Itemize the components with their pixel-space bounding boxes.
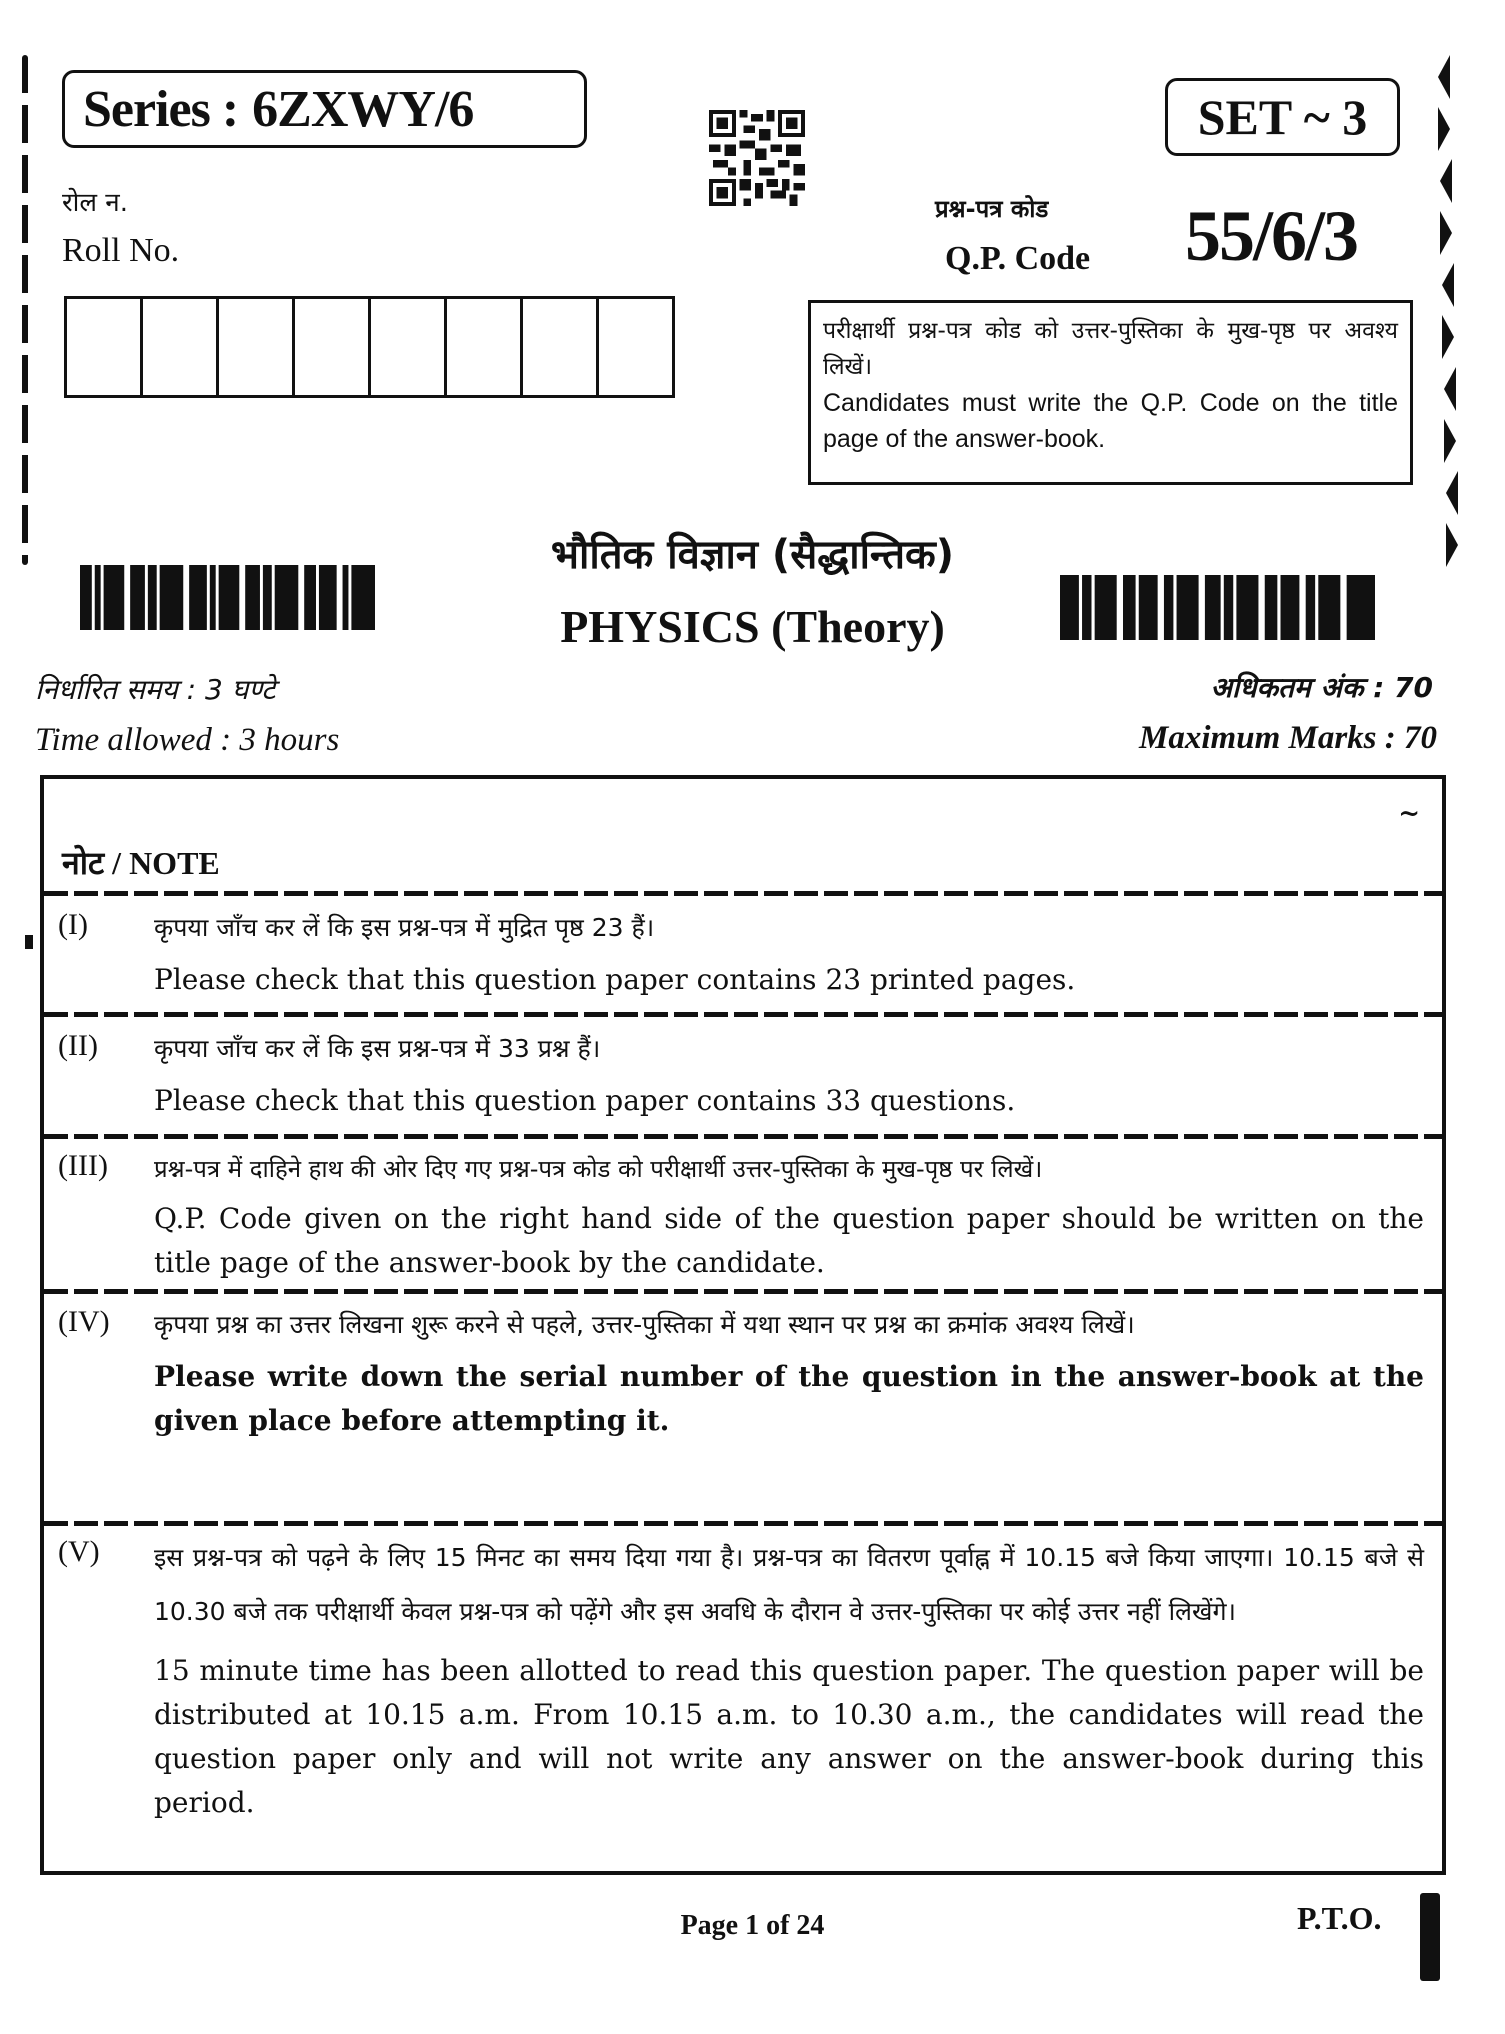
divider xyxy=(44,1289,1442,1294)
corner-mark: ~ xyxy=(1398,799,1420,829)
section-text-hindi: कृपया जाँच कर लें कि इस प्रश्न-पत्र में मुद्रित पृष्ठ 23 हैं। xyxy=(154,913,655,942)
right-cut-line xyxy=(1436,55,1458,555)
roll-label: Roll No. xyxy=(62,232,180,269)
roll-digit-box[interactable] xyxy=(295,299,371,395)
scan-mark xyxy=(25,935,33,949)
section-number: (I) xyxy=(58,908,88,941)
section-text-english: Please check that this question paper contains 33 questions. xyxy=(154,1084,1016,1117)
roll-digit-box[interactable] xyxy=(447,299,523,395)
qp-code-value: 55/6/3 xyxy=(1185,196,1358,276)
section-text-english: Q.P. Code given on the right hand side of the question paper should be written on the title page of the answer-book by the candidate. xyxy=(154,1202,1424,1279)
roll-label-hindi: रोल न. xyxy=(62,188,128,218)
qr-code-icon xyxy=(708,110,806,206)
divider xyxy=(44,891,1442,896)
page-marker-bar xyxy=(1420,1893,1440,1981)
candidate-instruction-english: Candidates must write the Q.P. Code on the title page of the answer-book. xyxy=(823,389,1398,453)
divider xyxy=(44,1012,1442,1017)
note-heading: नोट / NOTE xyxy=(62,845,220,881)
candidate-instruction-box xyxy=(808,300,1413,485)
please-turn-over: P.T.O. xyxy=(1297,1900,1382,1936)
qp-code-label-hindi: प्रश्न-पत्र कोड xyxy=(935,195,1049,223)
section-number: (II) xyxy=(58,1029,98,1062)
series-value: 6ZXWY/6 xyxy=(252,80,474,138)
section-number: (III) xyxy=(58,1149,108,1182)
section-text-english: Please write down the serial number of the question in the answer-book at the given place before attempting it. xyxy=(154,1360,1424,1437)
note-box xyxy=(40,775,1446,1875)
time-allowed: Time allowed : 3 hours xyxy=(35,722,340,758)
set-badge: SET ~ 3 xyxy=(1165,78,1400,156)
section-text-hindi: कृपया प्रश्न का उत्तर लिखना शुरू करने से पहले, उत्तर-पुस्तिका में यथा स्थान पर प्रश्न का क्रमांक अवश्य लिखें। xyxy=(154,1310,1135,1339)
maximum-marks: Maximum Marks : 70 xyxy=(1139,720,1437,756)
page-number: Page 1 of 24 xyxy=(680,1910,825,1941)
candidate-instruction-hindi: परीक्षार्थी प्रश्न-पत्र कोड को उत्तर-पुस्तिका के मुख-पृष्ठ पर अवश्य लिखें। xyxy=(823,318,1398,380)
roll-number-boxes[interactable] xyxy=(64,296,675,398)
section-number: (V) xyxy=(58,1535,100,1568)
subject-title: PHYSICS (Theory) xyxy=(560,601,945,652)
divider xyxy=(44,1521,1442,1526)
qp-code-label: Q.P. Code xyxy=(945,240,1091,277)
series-box xyxy=(62,70,587,148)
section-text-hindi: कृपया जाँच कर लें कि इस प्रश्न-पत्र में 33 प्रश्न हैं। xyxy=(154,1034,601,1063)
section-text-english: 15 minute time has been allotted to read this question paper. The question paper will be distributed at 10.15 a.m. From 10.15 a.m. to 10.30 a.m., the candidates will read the question paper only and will not write any answer on the answer-book during this period. xyxy=(154,1654,1424,1819)
roll-digit-box[interactable] xyxy=(523,299,599,395)
roll-digit-box[interactable] xyxy=(371,299,447,395)
roll-digit-box[interactable] xyxy=(143,299,219,395)
section-text-hindi: प्रश्न-पत्र में दाहिने हाथ की ओर दिए गए प्रश्न-पत्र कोड को परीक्षार्थी उत्तर-पुस्तिका के मुख-पृष्ठ पर लिखें। xyxy=(154,1155,1043,1183)
section-text-hindi: इस प्रश्न-पत्र को पढ़ने के लिए 15 मिनट का समय दिया गया है। प्रश्न-पत्र का वितरण पूर्वाह्न में 10.15 बजे किया जाएगा। 10.15 बजे से 10.30 बजे तक परीक्षार्थी केवल प्रश्न-पत्र को पढ़ेंगे और इस अवधि के दौरान वे उत्तर-पुस्तिका पर कोई उत्तर नहीं लिखेंगे। xyxy=(154,1543,1424,1626)
series-label: Series : xyxy=(83,80,239,138)
section-number: (IV) xyxy=(58,1305,110,1338)
roll-digit-box[interactable] xyxy=(219,299,295,395)
time-allowed-hindi: निर्धारित समय : 3 घण्टे xyxy=(35,673,276,706)
roll-digit-box[interactable] xyxy=(67,299,143,395)
roll-digit-box[interactable] xyxy=(599,299,672,395)
subject-title-hindi: भौतिक विज्ञान (सैद्धान्तिक) xyxy=(550,532,955,578)
divider xyxy=(44,1134,1442,1139)
left-cut-line xyxy=(22,55,28,565)
section-text-english: Please check that this question paper contains 23 printed pages. xyxy=(154,963,1076,996)
maximum-marks-hindi: अधिकतम अंक : 70 xyxy=(1210,671,1433,704)
